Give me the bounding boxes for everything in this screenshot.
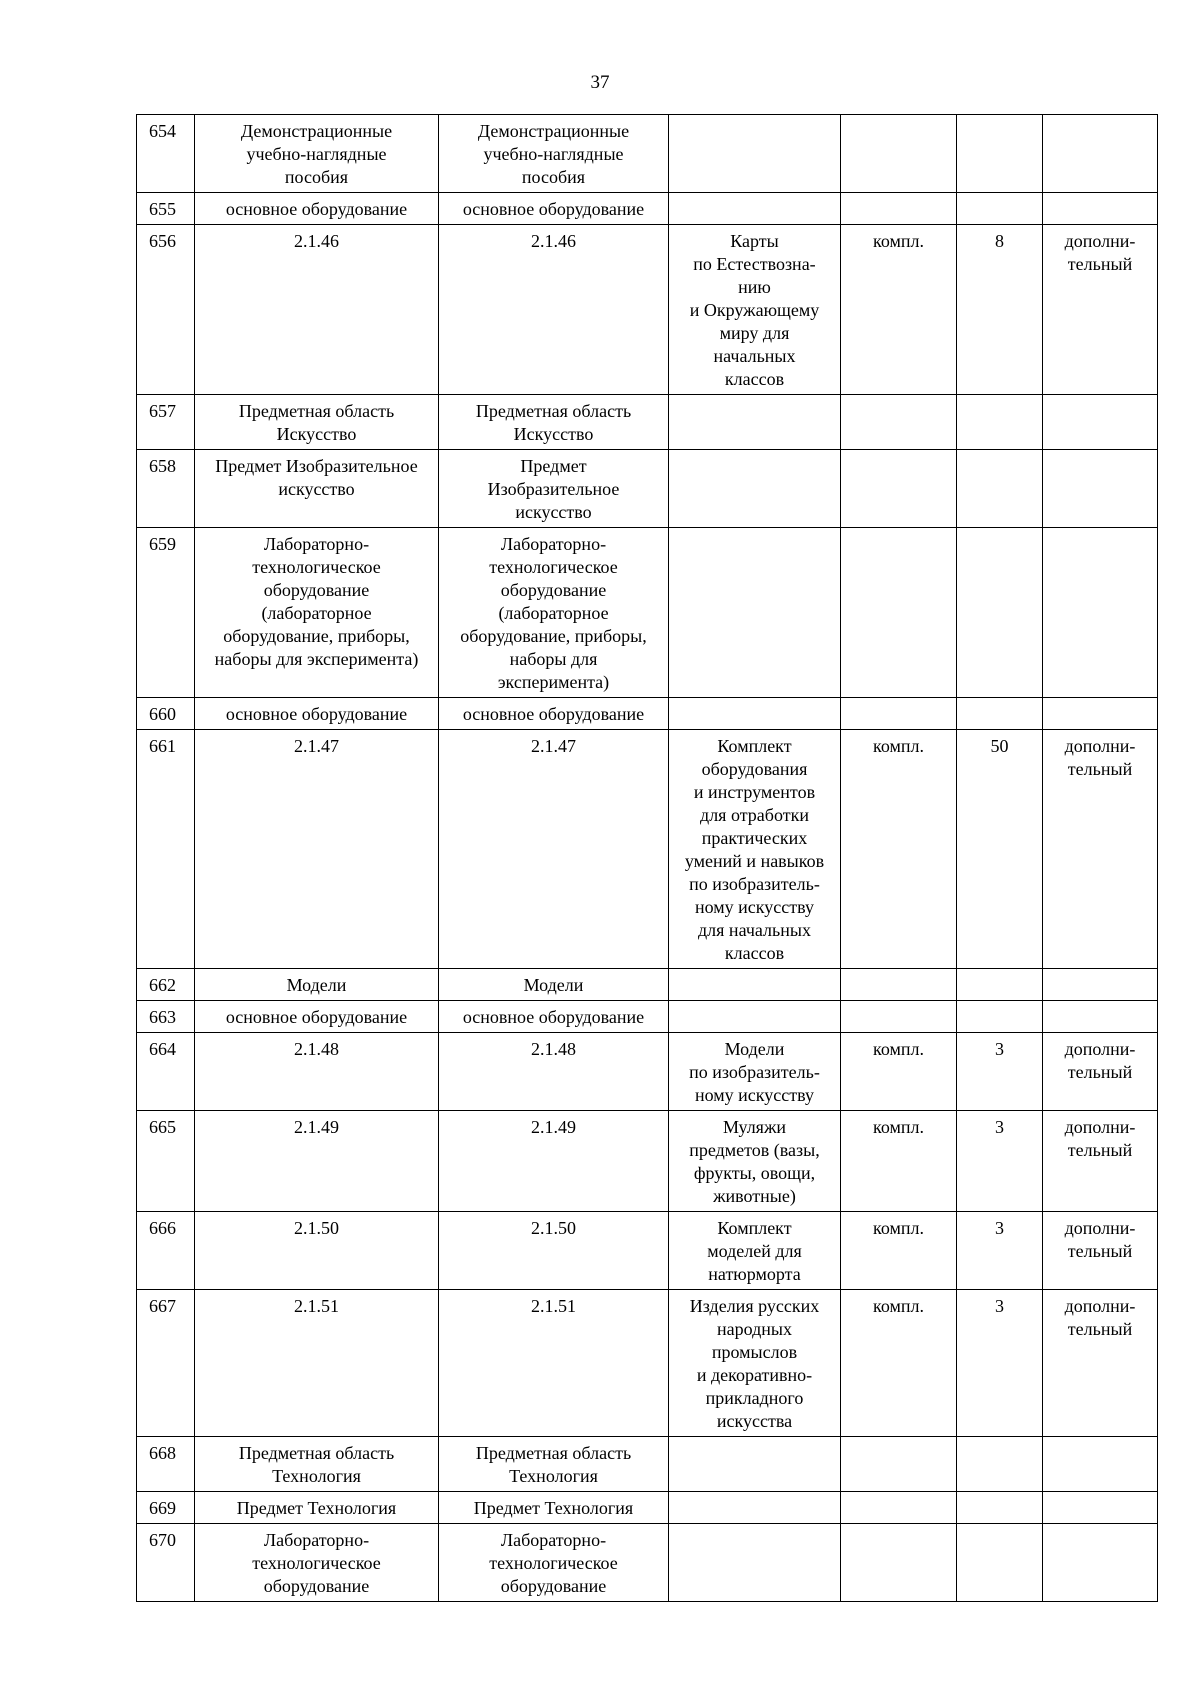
name-alt-cell: Предметная область Искусство bbox=[439, 395, 669, 450]
name-cell: 2.1.51 bbox=[195, 1290, 439, 1437]
unit-cell bbox=[841, 528, 957, 698]
unit-cell bbox=[841, 1437, 957, 1492]
name-cell: 2.1.50 bbox=[195, 1212, 439, 1290]
table-row bbox=[137, 1437, 1158, 1492]
table-row bbox=[137, 115, 1158, 193]
name-alt-cell: Демонстрационные учебно-наглядные пособия bbox=[439, 115, 669, 193]
table-row bbox=[137, 1212, 1158, 1290]
unit-cell bbox=[841, 969, 957, 1001]
row-number-cell: 654 bbox=[137, 115, 195, 193]
type-cell: дополни- тельный bbox=[1043, 730, 1158, 969]
type-cell bbox=[1043, 115, 1158, 193]
unit-cell bbox=[841, 115, 957, 193]
row-number-cell: 668 bbox=[137, 1437, 195, 1492]
type-cell bbox=[1043, 1492, 1158, 1524]
item-description-cell bbox=[669, 1492, 841, 1524]
table-row bbox=[137, 450, 1158, 528]
unit-cell bbox=[841, 395, 957, 450]
table-row bbox=[137, 1492, 1158, 1524]
type-cell: дополни- тельный bbox=[1043, 1290, 1158, 1437]
name-cell: 2.1.46 bbox=[195, 225, 439, 395]
type-cell: дополни- тельный bbox=[1043, 1033, 1158, 1111]
name-cell: 2.1.47 bbox=[195, 730, 439, 969]
unit-cell bbox=[841, 698, 957, 730]
name-cell: Предметная область Искусство bbox=[195, 395, 439, 450]
row-number-cell: 663 bbox=[137, 1001, 195, 1033]
name-cell: 2.1.49 bbox=[195, 1111, 439, 1212]
name-alt-cell: Предметная область Технология bbox=[439, 1437, 669, 1492]
item-description-cell bbox=[669, 698, 841, 730]
name-cell: Лабораторно- технологическое оборудование bbox=[195, 1524, 439, 1602]
table-row bbox=[137, 225, 1158, 395]
unit-cell: компл. bbox=[841, 1212, 957, 1290]
row-number-cell: 670 bbox=[137, 1524, 195, 1602]
table-row bbox=[137, 1111, 1158, 1212]
name-alt-cell: Лабораторно- технологическое оборудование bbox=[439, 1524, 669, 1602]
type-cell bbox=[1043, 1001, 1158, 1033]
item-description-cell: Карты по Естествозна- нию и Окружающему миру для начальных классов bbox=[669, 225, 841, 395]
name-alt-cell: 2.1.48 bbox=[439, 1033, 669, 1111]
quantity-cell bbox=[957, 1492, 1043, 1524]
name-alt-cell: основное оборудование bbox=[439, 698, 669, 730]
type-cell bbox=[1043, 450, 1158, 528]
name-cell: Демонстрационные учебно-наглядные пособия bbox=[195, 115, 439, 193]
table-row bbox=[137, 1033, 1158, 1111]
table-row bbox=[137, 193, 1158, 225]
row-number-cell: 657 bbox=[137, 395, 195, 450]
unit-cell: компл. bbox=[841, 1033, 957, 1111]
quantity-cell: 3 bbox=[957, 1212, 1043, 1290]
row-number-cell: 661 bbox=[137, 730, 195, 969]
item-description-cell bbox=[669, 115, 841, 193]
unit-cell: компл. bbox=[841, 730, 957, 969]
type-cell bbox=[1043, 193, 1158, 225]
row-number-cell: 658 bbox=[137, 450, 195, 528]
name-cell: Модели bbox=[195, 969, 439, 1001]
name-cell: 2.1.48 bbox=[195, 1033, 439, 1111]
unit-cell: компл. bbox=[841, 1111, 957, 1212]
quantity-cell bbox=[957, 1437, 1043, 1492]
type-cell bbox=[1043, 395, 1158, 450]
quantity-cell bbox=[957, 1001, 1043, 1033]
quantity-cell bbox=[957, 528, 1043, 698]
quantity-cell: 3 bbox=[957, 1111, 1043, 1212]
name-alt-cell: 2.1.49 bbox=[439, 1111, 669, 1212]
quantity-cell bbox=[957, 969, 1043, 1001]
unit-cell bbox=[841, 450, 957, 528]
name-cell: Предмет Изобразительное искусство bbox=[195, 450, 439, 528]
type-cell: дополни- тельный bbox=[1043, 225, 1158, 395]
unit-cell bbox=[841, 1001, 957, 1033]
name-alt-cell: 2.1.51 bbox=[439, 1290, 669, 1437]
name-cell: Предметная область Технология bbox=[195, 1437, 439, 1492]
name-alt-cell: основное оборудование bbox=[439, 193, 669, 225]
type-cell: дополни- тельный bbox=[1043, 1111, 1158, 1212]
name-alt-cell: Модели bbox=[439, 969, 669, 1001]
item-description-cell: Модели по изобразитель- ному искусству bbox=[669, 1033, 841, 1111]
name-cell: Предмет Технология bbox=[195, 1492, 439, 1524]
table-row bbox=[137, 969, 1158, 1001]
table-row bbox=[137, 395, 1158, 450]
item-description-cell bbox=[669, 528, 841, 698]
item-description-cell: Комплект оборудования и инструментов для отработки практических умений и навыков по изобразитель- ному искусству для начальных классов bbox=[669, 730, 841, 969]
table-row bbox=[137, 1524, 1158, 1602]
table-row bbox=[137, 1290, 1158, 1437]
type-cell: дополни- тельный bbox=[1043, 1212, 1158, 1290]
row-number-cell: 665 bbox=[137, 1111, 195, 1212]
quantity-cell: 3 bbox=[957, 1290, 1043, 1437]
quantity-cell bbox=[957, 698, 1043, 730]
quantity-cell bbox=[957, 193, 1043, 225]
unit-cell bbox=[841, 1524, 957, 1602]
table-row bbox=[137, 1001, 1158, 1033]
row-number-cell: 666 bbox=[137, 1212, 195, 1290]
row-number-cell: 667 bbox=[137, 1290, 195, 1437]
type-cell bbox=[1043, 528, 1158, 698]
name-alt-cell: Предмет Технология bbox=[439, 1492, 669, 1524]
type-cell bbox=[1043, 1437, 1158, 1492]
item-description-cell bbox=[669, 450, 841, 528]
row-number-cell: 659 bbox=[137, 528, 195, 698]
table-row bbox=[137, 730, 1158, 969]
name-cell: основное оборудование bbox=[195, 193, 439, 225]
type-cell bbox=[1043, 1524, 1158, 1602]
item-description-cell bbox=[669, 1437, 841, 1492]
row-number-cell: 655 bbox=[137, 193, 195, 225]
table-row bbox=[137, 698, 1158, 730]
unit-cell: компл. bbox=[841, 225, 957, 395]
table-body bbox=[137, 115, 1158, 1602]
item-description-cell: Муляжи предметов (вазы, фрукты, овощи, животные) bbox=[669, 1111, 841, 1212]
quantity-cell bbox=[957, 1524, 1043, 1602]
unit-cell bbox=[841, 193, 957, 225]
item-description-cell: Комплект моделей для натюрморта bbox=[669, 1212, 841, 1290]
item-description-cell bbox=[669, 1001, 841, 1033]
quantity-cell bbox=[957, 395, 1043, 450]
unit-cell: компл. bbox=[841, 1290, 957, 1437]
row-number-cell: 662 bbox=[137, 969, 195, 1001]
item-description-cell bbox=[669, 969, 841, 1001]
item-description-cell bbox=[669, 1524, 841, 1602]
row-number-cell: 669 bbox=[137, 1492, 195, 1524]
page-number: 37 bbox=[590, 72, 610, 93]
row-number-cell: 664 bbox=[137, 1033, 195, 1111]
name-alt-cell: Предмет Изобразительное искусство bbox=[439, 450, 669, 528]
name-alt-cell: основное оборудование bbox=[439, 1001, 669, 1033]
name-alt-cell: 2.1.46 bbox=[439, 225, 669, 395]
equipment-table bbox=[136, 114, 1158, 1602]
name-cell: Лабораторно- технологическое оборудование (лабораторное оборудование, приборы, наборы для эксперимента) bbox=[195, 528, 439, 698]
unit-cell bbox=[841, 1492, 957, 1524]
quantity-cell: 50 bbox=[957, 730, 1043, 969]
quantity-cell: 3 bbox=[957, 1033, 1043, 1111]
row-number-cell: 656 bbox=[137, 225, 195, 395]
name-cell: основное оборудование bbox=[195, 1001, 439, 1033]
row-number-cell: 660 bbox=[137, 698, 195, 730]
type-cell bbox=[1043, 698, 1158, 730]
item-description-cell bbox=[669, 395, 841, 450]
type-cell bbox=[1043, 969, 1158, 1001]
name-alt-cell: Лабораторно- технологическое оборудование (лабораторное оборудование, приборы, наборы для эксперимента) bbox=[439, 528, 669, 698]
name-alt-cell: 2.1.47 bbox=[439, 730, 669, 969]
quantity-cell: 8 bbox=[957, 225, 1043, 395]
item-description-cell: Изделия русских народных промыслов и декоративно- прикладного искусства bbox=[669, 1290, 841, 1437]
name-cell: основное оборудование bbox=[195, 698, 439, 730]
table-row bbox=[137, 528, 1158, 698]
quantity-cell bbox=[957, 450, 1043, 528]
item-description-cell bbox=[669, 193, 841, 225]
name-alt-cell: 2.1.50 bbox=[439, 1212, 669, 1290]
quantity-cell bbox=[957, 115, 1043, 193]
